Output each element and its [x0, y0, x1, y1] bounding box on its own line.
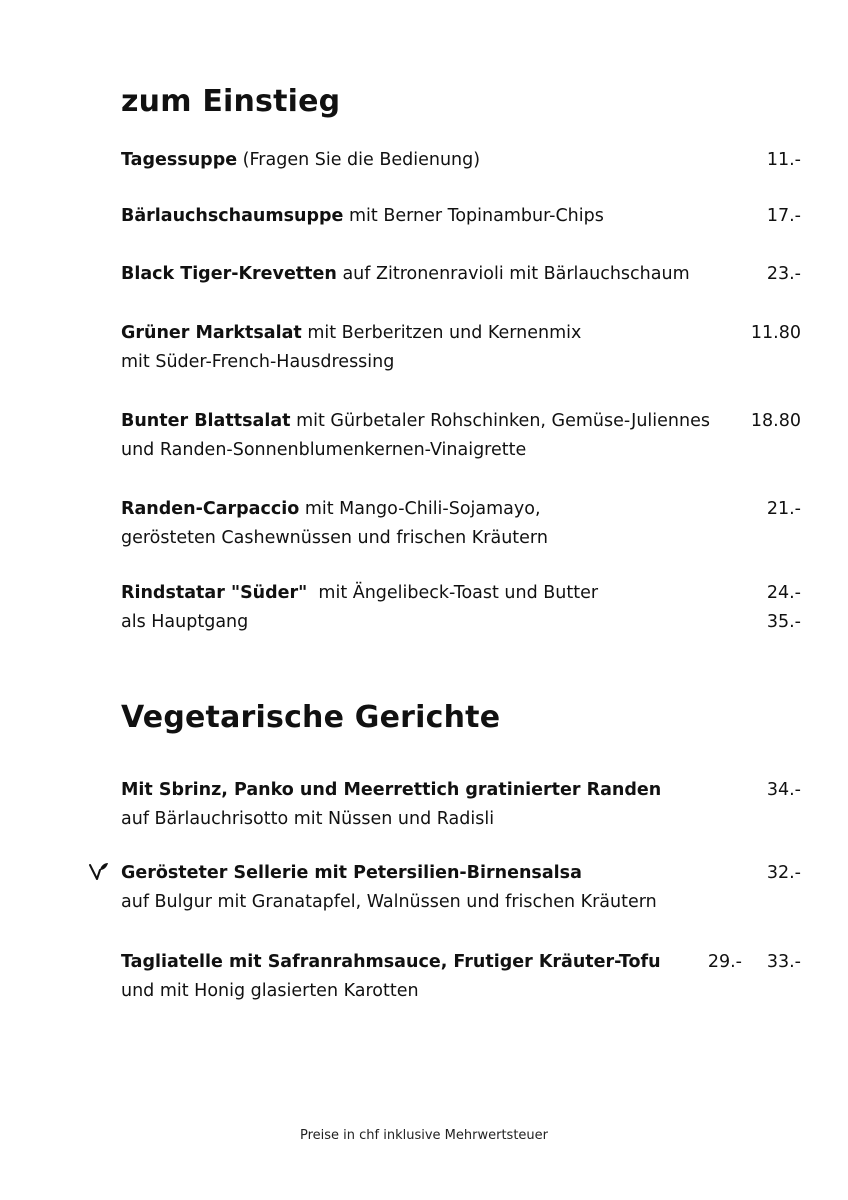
item-line	[121, 579, 801, 608]
item-description-line2: und mit Honig glasierten Karotten	[121, 981, 419, 1001]
menu-item-randen-gratiniert	[121, 776, 801, 834]
item-name: Rindstatar "Süder"	[121, 583, 308, 603]
item-description-line2: als Hauptgang	[121, 612, 249, 632]
menu-item-tagliatelle	[121, 948, 801, 1006]
item-line	[121, 859, 801, 888]
item-name: Bärlauchschaumsuppe	[121, 206, 344, 226]
footer-note: Preise in chf inklusive Mehrwertsteuer	[299, 1128, 549, 1143]
item-line	[121, 146, 801, 175]
item-price: 32.-	[766, 863, 801, 883]
item-description: mit Berner Topinambur-Chips	[343, 206, 604, 226]
menu-item-baerlauchschaumsuppe	[121, 202, 801, 231]
item-name: Bunter Blattsalat	[121, 411, 291, 431]
item-price: 21.-	[766, 499, 801, 519]
item-price: 17.-	[766, 206, 801, 226]
item-name: Randen-Carpaccio	[121, 499, 300, 519]
item-name: Gerösteter Sellerie mit Petersilien-Birnensalsa	[121, 863, 582, 883]
item-price: 24.-	[766, 583, 801, 603]
menu-item-gruener-marktsalat	[121, 319, 801, 377]
item-description: mit Mango-Chili-Sojamayo,	[299, 499, 541, 519]
item-line	[121, 202, 801, 231]
item-price: 23.-	[766, 264, 801, 284]
item-name: Black Tiger-Krevetten	[121, 264, 337, 284]
item-price: 11.-	[766, 150, 801, 170]
item-description: mit Gürbetaler Rohschinken, Gemüse-Juliennes	[290, 411, 710, 431]
menu-item-tagessuppe	[121, 146, 801, 175]
item-price: 11.80	[750, 323, 801, 343]
item-description: auf Zitronenravioli mit Bärlauchschaum	[336, 264, 690, 284]
item-description-line2: auf Bärlauchrisotto mit Nüssen und Radisli	[121, 809, 495, 829]
item-price-main-course: 35.-	[766, 612, 801, 632]
menu-item-rindstatar	[121, 579, 801, 637]
menu-item-randen-carpaccio	[121, 495, 801, 553]
item-name: Tagliatelle mit Safranrahmsauce, Frutiger Kräuter-Tofu	[121, 952, 661, 972]
item-name: Grüner Marktsalat	[121, 323, 302, 343]
item-description: mit Ängelibeck-Toast und Butter	[307, 583, 599, 603]
item-name: Mit Sbrinz, Panko und Meerrettich gratinierter Randen	[121, 780, 662, 800]
item-line2	[121, 608, 801, 637]
item-line	[121, 407, 801, 436]
item-price-small: 29.-	[707, 952, 742, 972]
item-description-line2: auf Bulgur mit Granatapfel, Walnüssen und frischen Kräutern	[121, 892, 657, 912]
item-description: mit Berberitzen und Kernenmix	[301, 323, 582, 343]
item-line	[121, 495, 801, 524]
menu-item-sellerie	[121, 859, 801, 917]
menu-item-bunter-blattsalat	[121, 407, 801, 465]
item-line	[121, 776, 801, 805]
section-title-vegetarisch: Vegetarische Gerichte	[121, 700, 501, 735]
item-line	[121, 319, 801, 348]
item-description-line2: und Randen-Sonnenblumenkernen-Vinaigrette	[121, 440, 527, 460]
vegan-leaf-icon	[88, 860, 110, 882]
item-price: 34.-	[766, 780, 801, 800]
item-description-line2: gerösteten Cashewnüssen und frischen Kräutern	[121, 528, 548, 548]
item-name: Tagessuppe	[121, 150, 238, 170]
item-description-line2: mit Süder-French-Hausdressing	[121, 352, 395, 372]
item-description: (Fragen Sie die Bedienung)	[237, 150, 481, 170]
section-title-einstieg: zum Einstieg	[121, 84, 341, 119]
menu-item-black-tiger-krevetten	[121, 260, 801, 289]
item-price: 18.80	[750, 411, 801, 431]
item-line	[121, 948, 801, 977]
item-price: 33.-	[766, 952, 801, 972]
item-line	[121, 260, 801, 289]
